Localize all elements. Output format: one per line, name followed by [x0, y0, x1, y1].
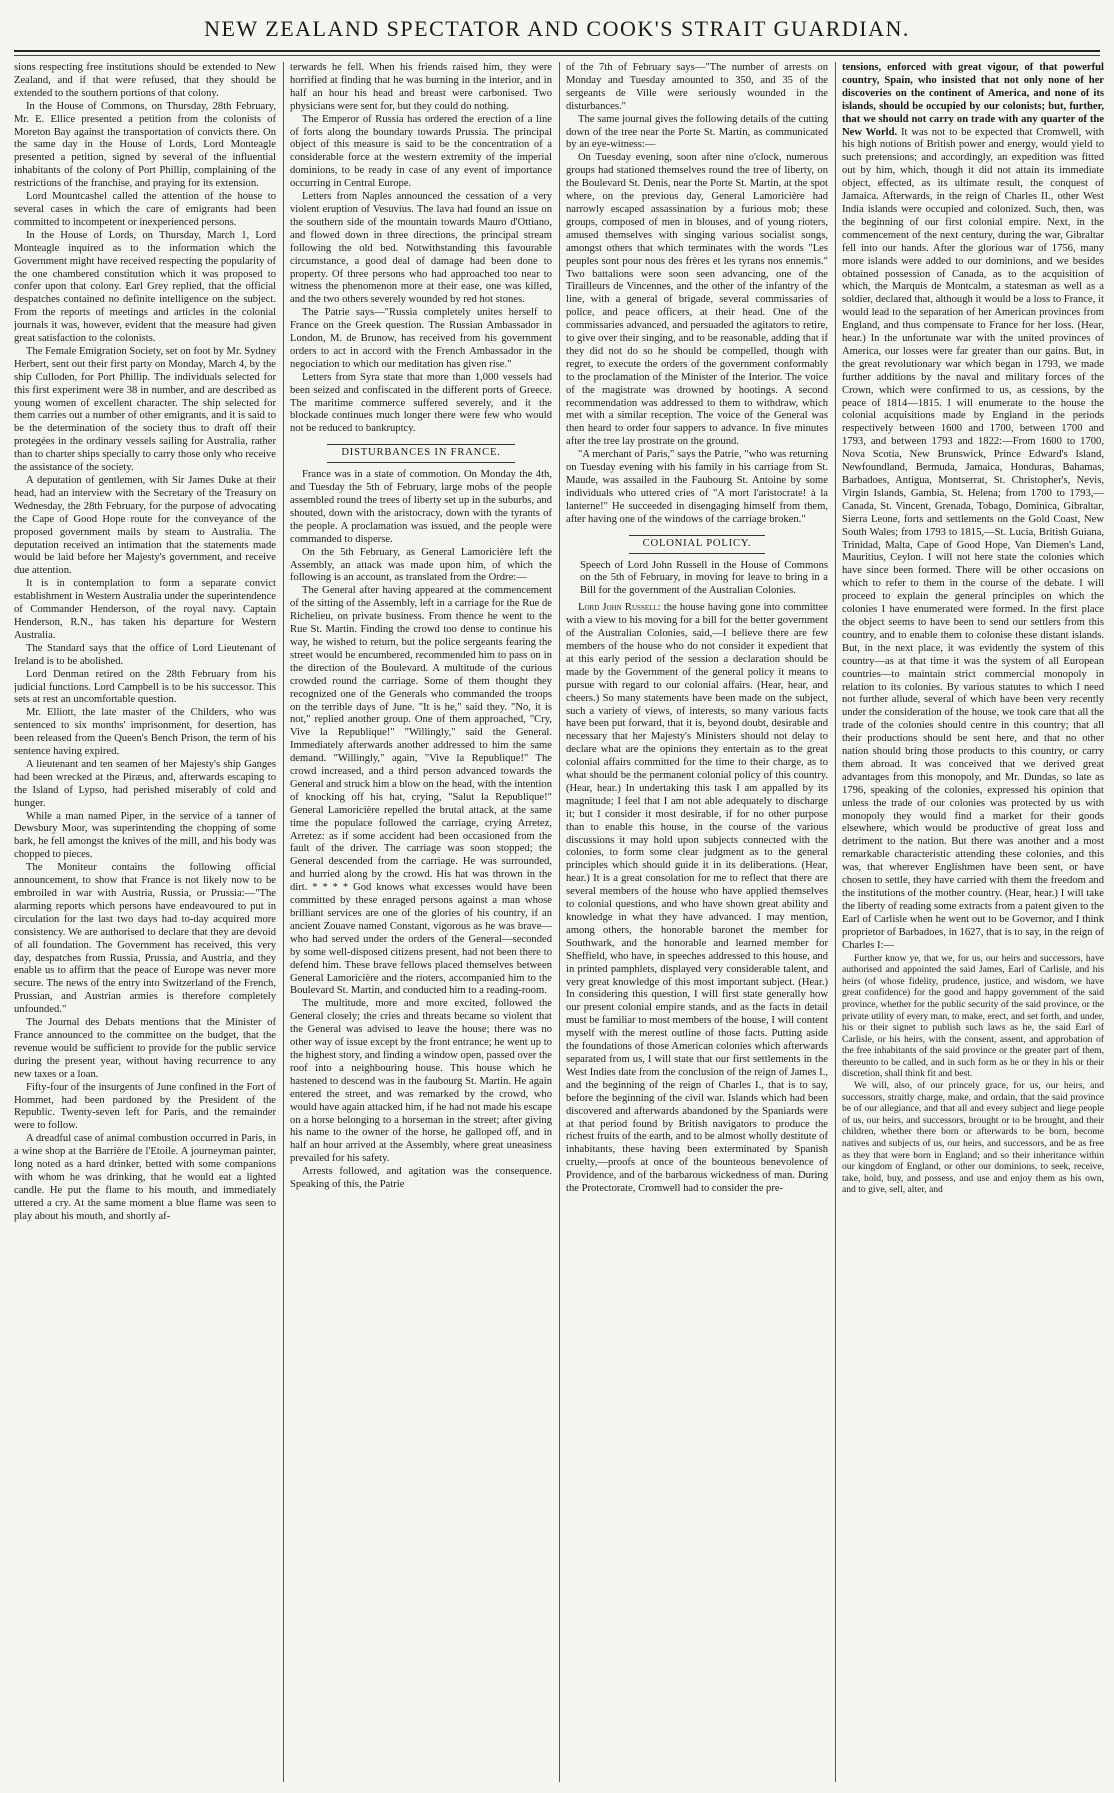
paragraph: sions respecting free institutions should be extended to New Zealand, and if that were refused, that they should be extended to the southern portions of that colony.: [14, 62, 276, 99]
paragraph: Lord Denman retired on the 28th February from his judicial functions. Lord Campbell is to be his successor. This sets at rest an uncomfortable question.: [14, 668, 276, 706]
article-columns: [14, 62, 1104, 1782]
paragraph: The Emperor of Russia has ordered the erection of a line of forts along the boundary towards Prussia. The principal object of this measure is said to be the concentration of a considerable force at the western extremity of the imperial dominions, to be ready in case of any event of importance occurring in Central Europe.: [290, 113, 552, 190]
paragraph: The Moniteur contains the following official announcement, to show that France is not likely now to be embroiled in war with Austria, Russia, or Prussia:—"The alarming reports which persons have endeavoured to put in circulation for the last two days had to-day acquired more consistency. We are authorised to declare that they are devoid of all foundation. The Government has received, this very day, despatches from Russia, Prussia, and Austria, and they enable us to affirm that the peace of Europe was never more secure. The news of the entry into Switzerland of the French, Prussian, and Austrian armies is therefore completely unfounded.": [14, 862, 276, 1016]
paragraph: Lord Mountcashel called the attention of the house to several cases in which the care of emigrants had been committed to incompetent or inexperienced persons.: [14, 191, 276, 228]
column-2: [290, 62, 552, 1782]
section-heading-label: COLONIAL POLICY.: [629, 535, 766, 554]
paragraph: It is in contemplation to form a separate convict establishment in Western Australia under the superintendence of Commander Henderson, of the royal navy. Captain Henderson, R.N., has taken his departure for Western Australia.: [14, 578, 276, 641]
paragraph: A lieutenant and ten seamen of her Majesty's ship Ganges had been wrecked at the Piræus, and, afterwards escaping to the Island of Lypso, had perished miserably of cold and hunger.: [14, 758, 276, 809]
paragraph-continuation: It was not to be expected that Cromwell, with his high notions of British power and energy, would yield to such pretensions; and accordingly, an expedition was fitted out by him, which, though it did not attain its immediate object, effected, as its ultimate result, the conquest of Jamaica. Afterwards, in the reign of Charles II., other West India islands were occupied and colonized. Such, then, was the beginning of our first colonial empire. Next, in the commencement of the next century, during the war, Gibraltar fell into our hands. After the glorious war of 1756, many more islands were added to our dominions, and we besides obtained possession of Canada, as to the acquisition of which, the Marquis de Montcalm, a statesman as well as a soldier, declared that, although it would be a loss to France, it would lead to the separation of her American provinces from England, and thus compensate to France for her loss. (Hear, hear.) In the unfortunate war with the united provinces of America, our losses were far greater than our gains. But, in the great revolutionary war which began in 1793, we made further additions by the naval and military forces of the Crown, which were confirmed to us, as cessions, by the peace of 1814—1815. I will enumerate to the house the colonial acquisitions made by England in the periods respectively between 1600 and 1700, between 1700 and 1793, and between 1793 and 1822:—From 1600 to 1700, Nova Scotia, New Brunswick, Prince Edward's Island, Newfoundland, Bermuda, Jamaica, Honduras, Bahamas, Barbadoes, Antigua, Montserrat, St. Christopher's, Nevis, Virgin Islands, Gambia, St. Helena; from 1700 to 1793,—Canada, St. Vincent, Grenada, Tobago, Dominica, Gibraltar, Sierra Leone, forts and settlements on the Gold Coast, New South Wales; from 1793 to 1815,—St. Lucia, British Guiana, Trinidad, Malta, Cape of Good Hope, Van Diemen's Land, Mauritius, Ceylon. I will not here state the colonies which have since been formed. There will be other occasions on which to refer to them in the course of the debate. I will proceed to explain the general principles on which the colonies I have enumerated were formed. In the first place the object seems to have been to send our settlers from this country, and to enable them to colonise these distant islands. But, in the next place, it was evidently the system of this country—as at that time it was the system of all European countries—to maintain strict commercial monopoly in relation to its colonies. By various statutes to which I need not further allude, several of which have been very recently under the consideration of the house, we took care that all the trade of the colonies should centre in this country; that all their productions should be sent here, and that no other nation should bring those products to this country, or carry them abroad. It was conceived that we derived great advantages from this monopoly, and Mr. Dundas, so late as 1796, speaking of the colonies, expressed his opinion that unless the trade of our colonies was protected by us with monopoly they would find a market for their goods elsewhere, which would be productive of great loss and detriment to the nation. But there was another and a most remarkable characteristic attending these colonies, and this was, that wherever Englishmen have been sent, or have chosen to settle, they have carried with them the freedom and the institutions of the mother country. (Hear, hear.) I will take the liberty of reading some extracts from a patent given to the Earl of Carlisle when he went out to be Governor, and I think proprietor of Barbadoes, in 1627, that is to say, in the reign of Charles I:—: [842, 126, 1104, 951]
speech-paragraph: [566, 602, 828, 1196]
masthead-rule-thin: [14, 55, 1100, 56]
section-heading-label: DISTURBANCES IN FRANCE.: [327, 444, 514, 463]
paragraph: In the House of Commons, on Thursday, 28th February, Mr. E. Ellice presented a petition from the colonists of Moreton Bay against the transportation of convicts there. On the same day in the House of Lords, Lord Monteagle presented a petition, signed by several of the influential inhabitants of the colony of Port Phillip, complaining of the restrictions of the franchise, and praying for its extension.: [14, 100, 276, 190]
paragraph: terwards he fell. When his friends raised him, they were horrified at finding that he was burning in the interior, and in half an hour his head and breast were carbonised. Two physicians were sent for, but they could do nothing.: [290, 62, 552, 112]
paragraph: of the 7th of February says—"The number of arrests on Monday and Tuesday amounted to 350, and 35 of the sergeants de Ville were seriously wounded in the disturbances.": [566, 62, 828, 112]
paragraph: Letters from Naples announced the cessation of a very violent eruption of Vesuvius. The lava had found an issue on the southern side of the mountain towards Mauro d'Ottiano, and flowed down in three directions, the principal stream following the old bed. Notwithstanding this favourable circumstance, a good deal of damage had been done to property. Of three persons who had approached too near to witness the phenomenon more at their ease, one was killed, and the two others severely wounded by red hot stones.: [290, 191, 552, 306]
paragraph: The General after having appeared at the commencement of the sitting of the Assembly, left in a carriage for the Rue de Richelieu, on private business. From thence he went to the Rue St. Martin. Finding the crowd too dense to continue his way, he wished to return, but the police sergeants fearing the street would be encumbered, recommended him to pass on in the direction of the Boulevard. A multitude of the curious crowded round the carriage. Some of them thought they recognized one of the Generals who commanded the troops on the terrible days of June. "It is he," said they. "No, it is not," replied another group. One of them approached, "Cry, Vive la Republique!" "Willingly," said the General. Immediately afterwards another addressed to him the same demand. "Willingly," again, "Vive la Republique!" The crowd increased, and a third person advanced towards the General and struck him a blow on the head, with the intention of knocking off his hat, crying, "Salut la Republique!" General Lamoricière repelled the brutal attack, at the same time the populace followed the carriage, crying Arretez, Arretez: as if some accident had been occasioned from the fault of the driver. The carriage was soon stopped; the General descended from the carriage. He was surrounded, and hurried along by the crowd. His hat was thrown in the dirt. * * * * God knows what excesses would have been committed by these enraged persons against a man whose brilliant services are one of the glories of his country, if an ancient Zouave named Constant, vigorous as he was brave—who had served under the orders of the General—seconded by some well-disposed citizens present, had not been there to defend him. These brave fellows placed themselves between General Lamoricière and the rioters, accompanied him to the Boulevard St. Martin, and conducted him to a reading-room.: [290, 585, 552, 997]
masthead-title: NEW ZEALAND SPECTATOR AND COOK'S STRAIT GUARDIAN.: [204, 16, 910, 41]
bold-paragraph: tensions, enforced with great vigour, of that powerful country, Spain, who insisted that not only none of her discoveries on the continent of America, and none of its islands, should be occupied by our colonists; but, further, that we should not carry on trade with any quarter of the New World.: [842, 62, 1104, 138]
paragraph: The Patrie says—"Russia completely unites herself to France on the Greek question. The Russian Ambassador in London, M. de Brunow, has received from his government orders to act in accord with the French Ambassador in the negociation to which our meditation has given rise.": [290, 307, 552, 370]
masthead-rule: [14, 50, 1100, 52]
paragraph: The multitude, more and more excited, followed the General closely; the cries and threats became so violent that the General was advised to leave the house; there was no other way of issue except by the front entrance; he went up to the highest story, and finding a window open, passed over the roof into a neighbouring house. This house which he hastened to descend was in the faubourg St. Martin. He again entered the street, and was remarked by the crowd, who would have again attacked him, if he had not made his escape on a horse belonging to a horseman in the street; after giving his name to the owner of the horse, he galloped off, and in half an hour arrived at the Assembly, where great uneasiness prevailed for his safety.: [290, 998, 552, 1165]
paragraph: While a man named Piper, in the service of a tanner of Dewsbury Moor, was superintending the chopping of some bark, he fell amongst the knives of the mill, and his body was chopped to pieces.: [14, 810, 276, 861]
section-heading-colonial-policy: [566, 535, 828, 554]
column-4: [842, 62, 1104, 1782]
paragraph: Letters from Syra state that more than 1,000 vessels had been seized and confiscated in the different ports of Greece. The maritime commerce suffered severely, and it the blockade continues much longer there were few who would not be reduced to bankruptcy.: [290, 371, 552, 435]
paragraph: The Female Emigration Society, set on foot by Mr. Sydney Herbert, sent out their first party on Monday, March 4, by the ship Culloden, for Port Phillip. The individuals selected for this first experiment were 38 in number, and are described as young women of excellent character. The ship selected for them carries out a number of other emigrants, and it is said to be the determination of the society thus to draft off their protegées in the ordinary vessels sailing for Australia, rather than to charter ships specially to carry those only who receive the assistance of the society.: [14, 345, 276, 474]
paragraph: Mr. Elliott, the late master of the Childers, who was sentenced to six months' imprisonment, for desertion, has been released from the Queen's Bench Prison, the term of his sentence having expired.: [14, 707, 276, 758]
patent-extract: We will, also, of our princely grace, for us, our heirs, and successors, straitly charge, make, and ordain, that the said province be of our allegiance, and that all and every subject and liege people of us, our heirs, and successors, brought or to be brought, and their children, whether there born or afterwards to be born, become natives and subjects of us, our heirs, and successors, and be as free as they that were born in England; and so their inheritance within our kingdom of England, or other our dominions, to seek, receive, take, hold, buy, and possess, and use and enjoy them as his own, and to give, sell, alter, and: [842, 1080, 1104, 1196]
paragraph: "A merchant of Paris," says the Patrie, "who was returning on Tuesday evening with his family in his carriage from St. Maude, was assailed in the Faubourg St. Antoine by some individuals who uttered cries of "A mort l'aristocrate! à la lanterne!" He succeeded in disengaging himself from them, after having one of the windows of the carriage broken.": [566, 449, 828, 525]
newspaper-page: [14, 0, 1104, 1793]
section-heading-disturbances: [290, 444, 552, 463]
speech-text: the house having gone into committee with a view to his moving for a bill for the better government of the Australian Colonies, said,—I believe there are few members of the house who do not consider it expedient that at this early period of the session a declaration should be made by the Government of the general policy it means to pursue with regard to our colonial affairs. (Hear, hear, and cheers.) So many statements have been made on the subject, such a variety of views, of interests, so many various facts have been put forward, that it is, beyond doubt, desirable and necessary that her Majesty's Ministers should not delay to declare what are the opinions they entertain as to the great colonial affairs committed for the time to their charge, as to what should be the permanent colonial policy of this country. (Hear, hear.) In undertaking this task I am appalled by its magnitude; I feel that I am not able adequately to discharge it; but I consider it most desirable, if for no other purpose than to enable this house, in the course of the various discussions it may hold upon subjects connected with the colonies, to form some clear judgment as to the general principles which should guide it in its deliberations. (Hear, hear.) It is a great consolation for me to reflect that there are several members of the house who have applied themselves to colonial questions, and who have shown great ability and knowledge in what they have advanced. I may mention, among others, the honorable baronet the member for Southwark, and the honorable and learned member for Sheffield, who have, in speeches addressed to this house, and in printed pamphlets, displayed very considerable talent, and very great knowledge of this most important subject. (Hear.) In considering this question, I will first state generally how our present colonial empire stands, and as the facts in detail must be familiar to most members of the house, I will content myself with the merest outline of those facts. Putting aside the foundations of those American colonies which afterwards separated from us, I will state that our first settlements in the West Indies date from the conclusion of the reign of James I., and the beginning of the reign of Charles I., that is to say, before the beginning of the civil war. Islands which had been discovered and afterwards abandoned by the Spaniards were at that period found by British navigators to produce the richest fruits of the earth, and to be almost wholly destitute of inhabitants, these having been exterminated by Spanish cruelty,—proofs at once of the bounteous benevolence of Providence, and of the barbarous wickedness of man. During the Protectorate, Cromwell had to consider the pre-: [566, 602, 828, 1195]
column-3: [566, 62, 828, 1782]
column-divider: [559, 62, 560, 1782]
paragraph: The Standard says that the office of Lord Lieutenant of Ireland is to be abolished.: [14, 642, 276, 667]
column-divider: [835, 62, 836, 1782]
paragraph: Fifty-four of the insurgents of June confined in the Fort of Hommet, had been pardoned by the President of the Republic. Twenty-seven left for Paris, and the remainder were to follow.: [14, 1081, 276, 1132]
column-1: [14, 62, 276, 1782]
paragraph: The same journal gives the following details of the cutting down of the tree near the Porte St. Martin, as communicated by an eye-witness:—: [566, 113, 828, 151]
speech-title: Speech of Lord John Russell in the House of Commons on the 5th of February, in moving for leave to bring in a Bill for the government of the Australian Colonies.: [580, 559, 828, 597]
patent-extract: Further know ye, that we, for us, our heirs and successors, have authorised and appointed the said James, Earl of Carlisle, and his heirs (of whose fidelity, prudence, justice, and wisdom, we have great confidence) for the good and happy government of the said province, whether for the public security of the said province, or the private utility of every man, to make, erect, and set forth, and under, his or their signet to publish such laws as he, the said Earl of Carlisle, or his heirs, with the consent, assent, and approbation of the free inhabitants of the said province or the greater part of them, thereunto to be called, and in such form as he or they in his or their discretion, shall think fit and best.: [842, 952, 1104, 1080]
paragraph: A dreadful case of animal combustion occurred in Paris, in a wine shop at the Barrière de l'Etoile. A journeyman painter, long noted as a hard drinker, betted with some companions with whom he was drinking, that he would eat a lighted candle. He put the flame to his mouth, and immediately uttered a cry. At the same moment a blue flame was seen to play about his mouth, and shortly af-: [14, 1133, 276, 1222]
paragraph: In the House of Lords, on Thursday, March 1, Lord Monteagle inquired as to the information which the Government might have received respecting the popularity of the one chambered constitution which it was proposed to confer upon that colony. Earl Grey replied, that the official despatches contained no definite intelligence on the subject. From the reports of meetings and articles in the colonial journals it was, however, evident that the measure had given great satisfaction to the colonists.: [14, 229, 276, 345]
paragraph: A deputation of gentlemen, with Sir James Duke at their head, had an interview with the Secretary of the Treasury on Wednesday, the 28th February, for the purpose of advocating the Cape of Good Hope route for the conveyance of the proposed government mails by steam to Australia. The deputation received an intimation that the statements made would be laid before her Majesty's government, and receive due attention.: [14, 475, 276, 577]
paragraph: The Journal des Debats mentions that the Minister of France announced to the committee on the budget, that the revenue would be sufficient to provide for the public service during the present year, without having recurrence to any new taxes or a loan.: [14, 1017, 276, 1080]
paragraph: Arrests followed, and agitation was the consequence. Speaking of this, the Patrie: [290, 1166, 552, 1191]
column-divider: [283, 62, 284, 1782]
paragraph: On the 5th February, as General Lamoricière left the Assembly, an attack was made upon him, of which the following is an account, as translated from the Ordre:—: [290, 546, 552, 584]
paragraph: France was in a state of commotion. On Monday the 4th, and Tuesday the 5th of February, large mobs of the people assembled round the trees of liberty set up in the suburbs, and shouted, down with the aristocracy, down with the tyrants of the people. A proclamation was issued, and the people were commanded to disperse.: [290, 469, 552, 545]
speaker-name: Lord John Russell:: [578, 602, 661, 614]
paragraph: On Tuesday evening, soon after nine o'clock, numerous groups had stationed themselves round the tree of liberty, on the Boulevard St. Denis, near the Porte St. Martin, at the spot where, on the previous day, General Lamoricière had narrowly escaped assassination by a furious mob; these groups, composed of men in blouses, and of young rioters, amused themselves with singing various socialist songs, amongst others that which terminates with the words "Les peuples sont pour nous des frères et les tyrans nos ennemis." Two battalions were soon seen advancing, one of the Tirailleurs de Vincennes, and the other of the infantry of the line, with a general of brigade, several commissaries of police, and peace officers, at their head. One of the commissaries advanced, and persuaded the agitators to retire, to give over their singing, and to be reasonable, adding that if they did not do so he should be compelled, though with regret, to execute the orders of the government conformably to the proclamation of the Minister of the Interior. The voice of the magistrate was drowned by hootings. A second recommendation was addressed to them to withdraw, which met with a similar reception. The voice of the General was then heard to order four sappers to advance. In five minutes after the tree lay prostrate on the ground.: [566, 152, 828, 448]
